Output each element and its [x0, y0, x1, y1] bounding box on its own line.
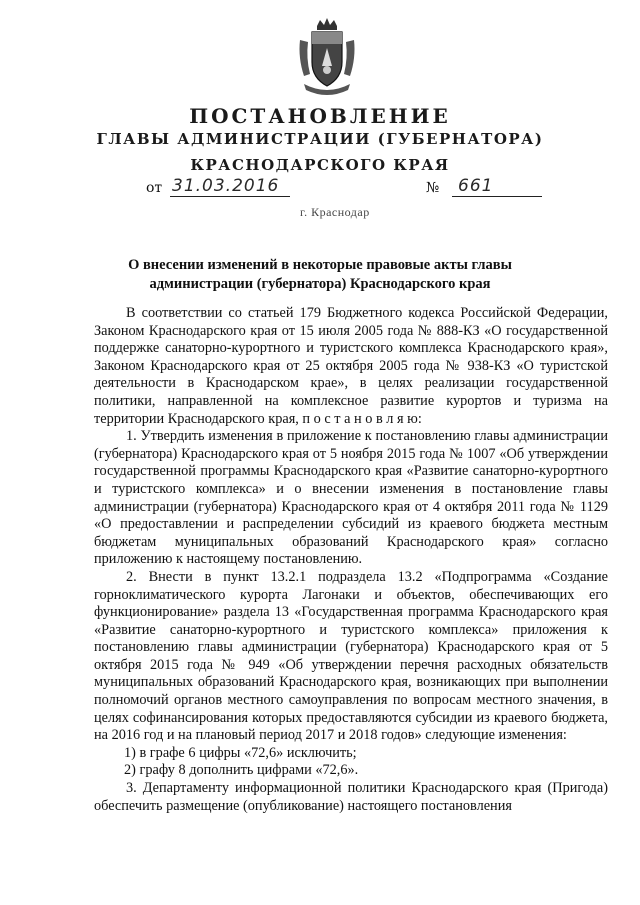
city-label: г. Краснодар	[300, 205, 370, 219]
document-number: 661	[452, 176, 542, 197]
document-date: 31.03.2016	[170, 176, 290, 197]
paragraph-3: 3. Департаменту информационной политики Краснодарского края (Пригода) обеспечить размещение (опубликование) настоящего постановления	[94, 780, 608, 814]
document-heading: О внесении изменений в некоторые правовые акты главы администрации (губернатора) Краснодарского края	[128, 257, 512, 292]
paragraph-2: 2. Внести в пункт 13.2.1 подраздела 13.2 «Подпрограмма «Создание горноклиматического курорта Лагонаки и объектов, обеспечивающих его функционирование» раздела 13 «Государственная программа Краснодарского края «Развитие санаторно-курортного и туристского комплекса» приложения к постановлению главы администрации (губернатора) Краснодарского края от 5 октября 2015 года № 949 «Об утверждении перечня расходных обязательств муниципальных образований Краснодарского края, возникающих при выполнении полномочий органов местного самоуправления по вопросам местного значения, в целях софинансирования которых предоставляются субсидии из краевого бюджета, на 2016 год и на плановый период 2017 и 2018 годов» следующие изменения:	[94, 568, 608, 744]
list-item: 2) графу 8 дополнить цифрами «72,6».	[124, 762, 359, 779]
number-prefix: №	[426, 180, 440, 196]
date-prefix: от	[146, 180, 163, 196]
list-item: 1) в графе 6 цифры «72,6» исключить;	[124, 744, 357, 761]
region-line: КРАСНОДАРСКОГО КРАЯ	[190, 156, 450, 174]
document-title: ПОСТАНОВЛЕНИЕ	[189, 104, 451, 128]
document-body	[94, 305, 608, 815]
paragraph-1: 1. Утвердить изменения в приложение к постановлению главы администрации (губернатора) Краснодарского края от 5 ноября 2015 года № 1007 «Об утверждении государственной программы Краснодарского края «Развитие санаторно-курортного и туристского комплекса» и о внесении изменения в постановление главы администрации (губернатора) Краснодарского края от 4 октября 2011 года № 1129 «О предоставлении и распределении субсидий из краевого бюджета местным бюджетам муниципальных образований Краснодарского края» согласно приложению к настоящему постановлению.	[94, 428, 608, 568]
preamble-paragraph: В соответствии со статьей 179 Бюджетного кодекса Российской Федерации, Законом Краснодарского края от 15 июля 2005 года № 888-КЗ «О государственной поддержке санаторно-курортного и туристского комплекса Краснодарского края», Законом Краснодарского края от 25 октября 2005 года № 938-КЗ «О туристской деятельности в Краснодарском крае», в целях реализации государственной политики, направленной на комплексное развитие курортов и туризма на территории Краснодарского края, п о с т а н о в л я ю:	[94, 305, 608, 427]
coat-of-arms-icon	[296, 18, 358, 96]
issuer-line: ГЛАВЫ АДМИНИСТРАЦИИ (ГУБЕРНАТОРА)	[96, 130, 544, 148]
